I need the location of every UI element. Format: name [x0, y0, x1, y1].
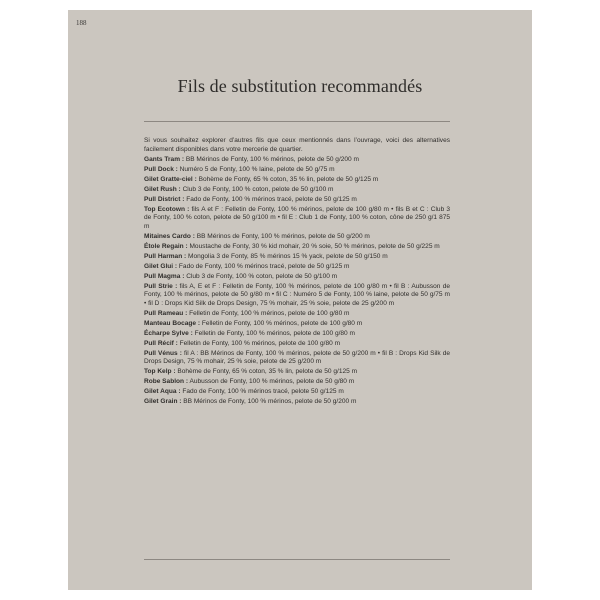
item-description: BB Mérinos de Fonty, 100 % mérinos, pelote de 50 g/200 m: [194, 232, 370, 240]
list-item: [144, 320, 450, 329]
substitution-list: [144, 137, 450, 408]
item-name: Manteau Bocage :: [144, 319, 201, 327]
list-item: [144, 398, 450, 407]
list-item: [144, 283, 450, 309]
list-item: [144, 176, 450, 185]
item-name: Robe Sablon :: [144, 378, 189, 386]
item-description: Felletin de Fonty, 100 % mérinos, pelote de 100 g/80 m: [187, 309, 350, 317]
item-description: Club 3 de Fonty, 100 % coton, pelote de 50 g/100 m: [180, 185, 334, 193]
item-description: Bohème de Fonty, 65 % coton, 35 % lin, pelote de 50 g/125 m: [196, 175, 379, 183]
item-description: fils A et F : Felletin de Fonty, 100 % mérinos, pelote de 100 g/80 m • fils B et C : Club 3 de Fonty, 100 % coton, pelote de 50 g/100 m • fil E : Club 1 de Fonty, 100 % coton, cône de 250 g/1 875 m: [144, 205, 451, 230]
list-item: [144, 263, 450, 272]
list-item: [144, 166, 450, 175]
list-item: [144, 388, 450, 397]
item-description: Numéro 5 de Fonty, 100 % laine, pelote de 50 g/75 m: [177, 165, 335, 173]
item-name: Pull Harman :: [144, 252, 187, 260]
item-name: Gilet Gratte-ciel :: [144, 175, 197, 183]
item-name: Top Ecotown :: [144, 205, 190, 213]
list-item: [144, 196, 450, 205]
item-name: Top Kelp :: [144, 368, 176, 376]
item-description: fils A, E et F : Felletin de Fonty, 100 % mérinos, pelote de 100 g/80 m • fil B : Aubusson de Fonty, 100 % mérinos, pelote de 50 g/80 m • fil C : Numéro 5 de Fonty, 100 % laine, pelote de 50 g/75 m • fil D : Drops Kid Silk de Drops Design, 75 % mohair, 25 % soie, pelote de 25 g/200 m: [144, 282, 450, 307]
list-item: [144, 368, 450, 377]
item-name: Écharpe Sylve :: [144, 329, 193, 337]
book-page: [68, 10, 532, 590]
item-description: Fado de Fonty, 100 % mérinos tracé, pelote 50 g/125 m: [180, 388, 344, 396]
intro-paragraph: Si vous souhaitez explorer d’autres fils que ceux mentionnés dans l’ouvrage, voici des alternatives facilement disponibles dans votre mercerie de quartier.: [144, 137, 450, 153]
item-name: Pull Strie :: [144, 282, 178, 290]
item-name: Gilet Glui :: [144, 262, 178, 270]
item-name: Pull Récif :: [144, 339, 178, 347]
item-description: BB Mérinos de Fonty, 100 % mérinos, pelote de 50 g/200 m: [181, 398, 357, 406]
item-description: BB Mérinos de Fonty, 100 % mérinos, pelote de 50 g/200 m: [184, 155, 359, 163]
item-name: Étole Regain :: [144, 242, 188, 250]
item-description: Aubusson de Fonty, 100 % mérinos, pelote de 50 g/80 m: [188, 378, 355, 386]
item-name: Gilet Grain :: [144, 398, 182, 406]
list-item: [144, 186, 450, 195]
list-item: [144, 310, 450, 319]
list-item: [144, 330, 450, 339]
item-name: Pull Rameau :: [144, 309, 188, 317]
item-description: Fado de Fonty, 100 % mérinos tracé, pelote de 50 g/125 m: [177, 262, 350, 270]
list-item: [144, 243, 450, 252]
item-name: Pull Magma :: [144, 272, 185, 280]
list-item: [144, 273, 450, 282]
entries-container: [144, 156, 450, 407]
list-item: [144, 206, 450, 232]
item-description: Felletin de Fonty, 100 % mérinos, pelote de 100 g/80 m: [200, 319, 363, 327]
list-item: [144, 378, 450, 387]
list-item: [144, 350, 450, 367]
item-description: fil A : BB Mérinos de Fonty, 100 % mérinos, pelote de 50 g/200 m • fil B : Drops Kid Silk de Drops Design, 75 % mohair, 25 % soie, pelote de 25 g/200 m: [144, 349, 450, 366]
list-item: [144, 156, 450, 165]
item-name: Gilet Aqua :: [144, 388, 181, 396]
top-divider: [144, 121, 450, 122]
item-description: Bohème de Fonty, 65 % coton, 35 % lin, pelote de 50 g/125 m: [175, 368, 358, 376]
item-name: Pull Vénus :: [144, 349, 182, 357]
item-description: Felletin de Fonty, 100 % mérinos, pelote de 100 g/80 m: [192, 329, 355, 337]
item-description: Moustache de Fonty, 30 % kid mohair, 20 % soie, 50 % mérinos, pelote de 50 g/225 m: [187, 242, 440, 250]
bottom-divider: [144, 559, 450, 560]
item-description: Mongolia 3 de Fonty, 85 % mérinos 15 % yack, pelote de 50 g/150 m: [186, 252, 388, 260]
list-item: [144, 233, 450, 242]
item-description: Fado de Fonty, 100 % mérinos tracé, pelote de 50 g/125 m: [184, 195, 357, 203]
item-name: Gants Tram :: [144, 155, 185, 163]
item-description: Club 3 de Fonty, 100 % coton, pelote de 50 g/100 m: [184, 272, 338, 280]
item-name: Mitaines Cardo :: [144, 232, 195, 240]
page-title: Fils de substitution recommandés: [177, 76, 423, 96]
list-item: [144, 340, 450, 349]
item-name: Pull District :: [144, 195, 185, 203]
item-name: Pull Dock :: [144, 165, 178, 173]
list-item: [144, 253, 450, 262]
page-number: 188: [76, 19, 87, 27]
item-description: Felletin de Fonty, 100 % mérinos, pelote de 100 g/80 m: [177, 339, 341, 347]
item-name: Gilet Rush :: [144, 185, 181, 193]
